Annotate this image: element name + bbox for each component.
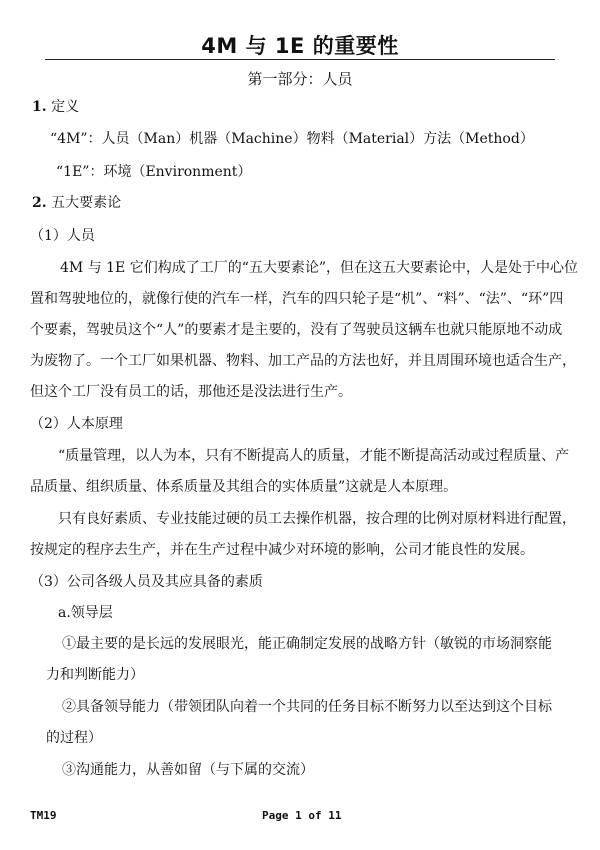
paragraph-1-line-3: 个要素，驾驶员这个“人”的要素才是主要的，没有了驾驶员这辆车也就只能原地不动成 <box>30 322 563 338</box>
paragraph-3-line-2: 按规定的程序去生产，并在生产过程中减少对环境的影响，公司才能良性的发展。 <box>30 542 534 558</box>
section-1-label: 定义 <box>51 99 80 115</box>
paragraph-2-line-2: 品质量、组织质量、体系质量及其组合的实体质量”这就是人本原理。 <box>30 479 458 495</box>
footer-page-number: Page 1 of 11 <box>262 809 342 822</box>
item-2-line-1: ②具备领导能力（带领团队向着一个共同的任务目标不断努力以至达到这个目标 <box>62 699 552 715</box>
section-1-number: 1. <box>32 99 47 115</box>
paragraph-1-line-2: 置和驾驶地位的，就像行使的汽车一样，汽车的四只轮子是“机”、“料”、“法”、“环”四 <box>30 291 564 307</box>
paragraph-1-line-4: 为废物了。一个工厂如果机器、物料、加工产品的方法也好，并且周围环境也适合生产， <box>30 353 576 369</box>
item-1-line-2: 力和判断能力） <box>46 667 144 683</box>
title-divider <box>45 59 555 60</box>
subsection-2-heading: （2）人本原理 <box>30 416 123 432</box>
footer-code: TM19 <box>30 809 57 822</box>
paragraph-1-line-1: 4M 与 1E 它们构成了工厂的“五大要素论”，但在这五大要素论中，人是处于中心位 <box>60 260 579 276</box>
paragraph-2-line-1: “质量管理，以人为本，只有不断提高人的质量，才能不断提高活动或过程质量、产 <box>58 448 570 464</box>
subsection-1-heading: （1）人员 <box>30 228 95 244</box>
part-subtitle: 第一部分：人员 <box>247 70 353 88</box>
definition-1e: “1E”：环境（Environment） <box>56 164 252 180</box>
leadership-heading: a.领导层 <box>58 605 113 621</box>
definition-4m: “4M”：人员（Man）机器（Machine）物料（Material）方法（Method） <box>50 131 534 147</box>
subsection-3-heading: （3）公司各级人员及其应具备的素质 <box>30 574 263 590</box>
item-2-line-2: 的过程） <box>46 730 102 746</box>
document-title: 4M 与 1E 的重要性 <box>201 34 399 58</box>
paragraph-1-line-5: 但这个工厂没有员工的话，那他还是没法进行生产。 <box>30 384 352 400</box>
section-2-number: 2. <box>32 195 47 211</box>
paragraph-3-line-1: 只有良好素质、专业技能过硬的员工去操作机器，按合理的比例对原材料进行配置， <box>58 511 576 527</box>
section-2-label: 五大要素论 <box>51 195 122 211</box>
item-3: ③沟通能力，从善如留（与下属的交流） <box>62 762 314 778</box>
section-1-heading <box>32 97 79 117</box>
item-1-line-1: ①最主要的是长远的发展眼光，能正确制定发展的战略方针（敏锐的市场洞察能 <box>62 636 552 652</box>
section-2-heading <box>32 193 121 213</box>
